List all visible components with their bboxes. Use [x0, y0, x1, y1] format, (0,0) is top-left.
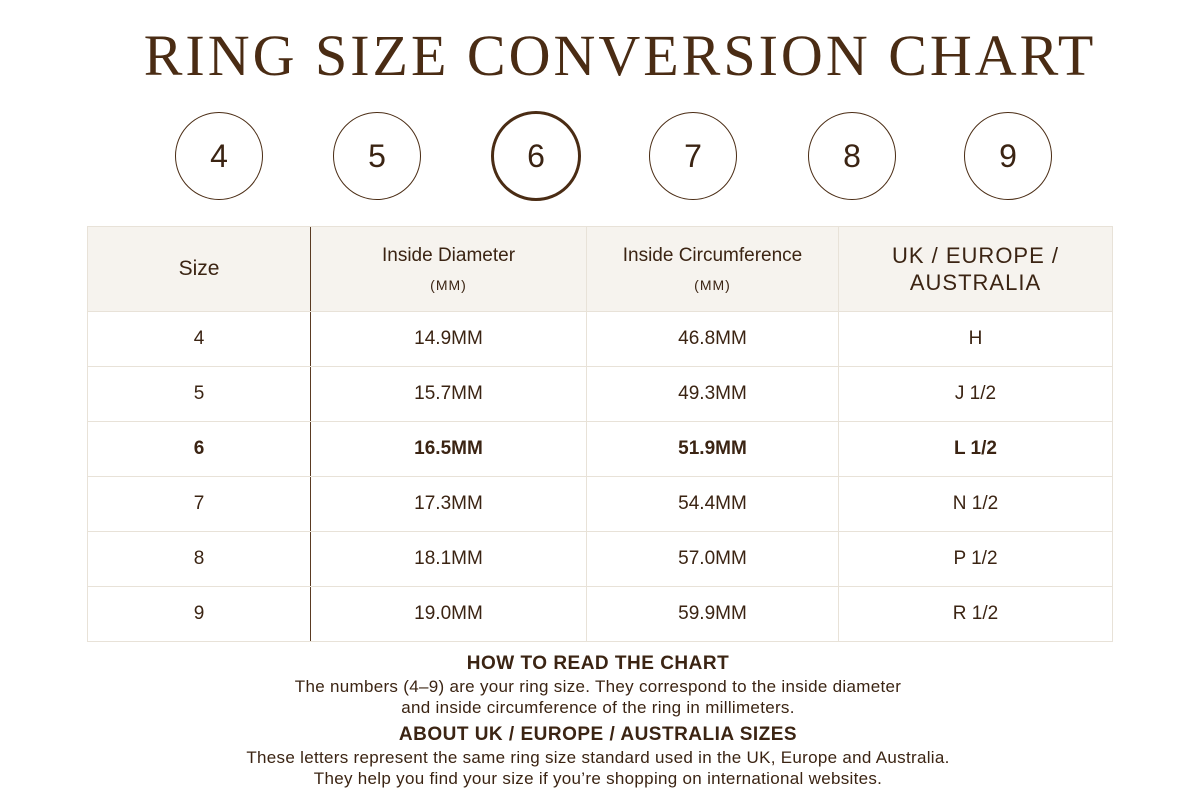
size-circle-7: 7	[649, 112, 737, 200]
header-circumference-unit: (MM)	[694, 277, 731, 293]
cell-size: 9	[88, 587, 311, 641]
header-uk-line1: UK / EUROPE /	[891, 243, 1060, 268]
cell-circumference: 46.8MM	[586, 312, 838, 366]
header-uk-europe-australia	[838, 227, 1112, 311]
table-row	[88, 366, 1112, 421]
table-header-row	[88, 227, 1112, 311]
size-circle-4: 4	[175, 112, 263, 200]
uk-sizes-line-1: These letters represent the same ring size standard used in the UK, Europe and Australia.	[246, 748, 950, 767]
uk-sizes-line-2: They help you find your size if you’re shopping on international websites.	[313, 769, 883, 788]
table-row	[88, 311, 1112, 366]
cell-size: 4	[88, 312, 311, 366]
cell-circumference: 51.9MM	[586, 422, 838, 476]
cell-circumference: 57.0MM	[586, 532, 838, 586]
cell-uk: N 1/2	[838, 477, 1112, 531]
size-circle-5: 5	[333, 112, 421, 200]
size-circle-6-highlighted: 6	[491, 111, 581, 201]
cell-diameter: 17.3MM	[414, 493, 483, 514]
cell-diameter: 18.1MM	[414, 548, 483, 569]
cell-size: 5	[88, 367, 311, 421]
table-row-highlighted	[88, 421, 1112, 476]
cell-uk: L 1/2	[838, 422, 1112, 476]
table-row	[88, 586, 1112, 641]
size-circle-9: 9	[964, 112, 1052, 200]
notes-section	[0, 652, 1196, 789]
cell-size: 8	[88, 532, 311, 586]
cell-size: 6	[88, 422, 311, 476]
header-diameter-unit: (MM)	[430, 277, 467, 293]
how-to-read-line-1: The numbers (4–9) are your ring size. They correspond to the inside diameter	[294, 677, 902, 696]
header-size	[88, 227, 311, 311]
table-row	[88, 476, 1112, 531]
size-circles	[0, 112, 1200, 204]
cell-uk: J 1/2	[838, 367, 1112, 421]
uk-sizes-heading: ABOUT UK / EUROPE / AUSTRALIA SIZES	[398, 724, 798, 745]
cell-size: 7	[88, 477, 311, 531]
how-to-read-line-2: and inside circumference of the ring in millimeters.	[401, 698, 795, 717]
cell-diameter: 14.9MM	[414, 328, 483, 349]
cell-diameter: 16.5MM	[414, 438, 483, 459]
header-uk-line2: AUSTRALIA	[909, 270, 1042, 295]
header-circumference	[586, 227, 838, 311]
cell-circumference: 54.4MM	[586, 477, 838, 531]
cell-diameter: 19.0MM	[414, 603, 483, 624]
table-row	[88, 531, 1112, 586]
page-title: RING SIZE CONVERSION CHART	[143, 23, 1097, 88]
header-size-label: Size	[178, 257, 220, 280]
cell-circumference: 59.9MM	[586, 587, 838, 641]
cell-diameter: 15.7MM	[414, 383, 483, 404]
how-to-read-heading: HOW TO READ THE CHART	[466, 653, 730, 674]
size-circle-8: 8	[808, 112, 896, 200]
cell-uk: H	[838, 312, 1112, 366]
cell-uk: P 1/2	[838, 532, 1112, 586]
cell-uk: R 1/2	[838, 587, 1112, 641]
size-conversion-table	[87, 226, 1113, 642]
header-circumference-label: Inside Circumference	[622, 245, 803, 266]
cell-circumference: 49.3MM	[586, 367, 838, 421]
header-diameter	[311, 227, 586, 311]
header-diameter-label: Inside Diameter	[381, 245, 516, 266]
